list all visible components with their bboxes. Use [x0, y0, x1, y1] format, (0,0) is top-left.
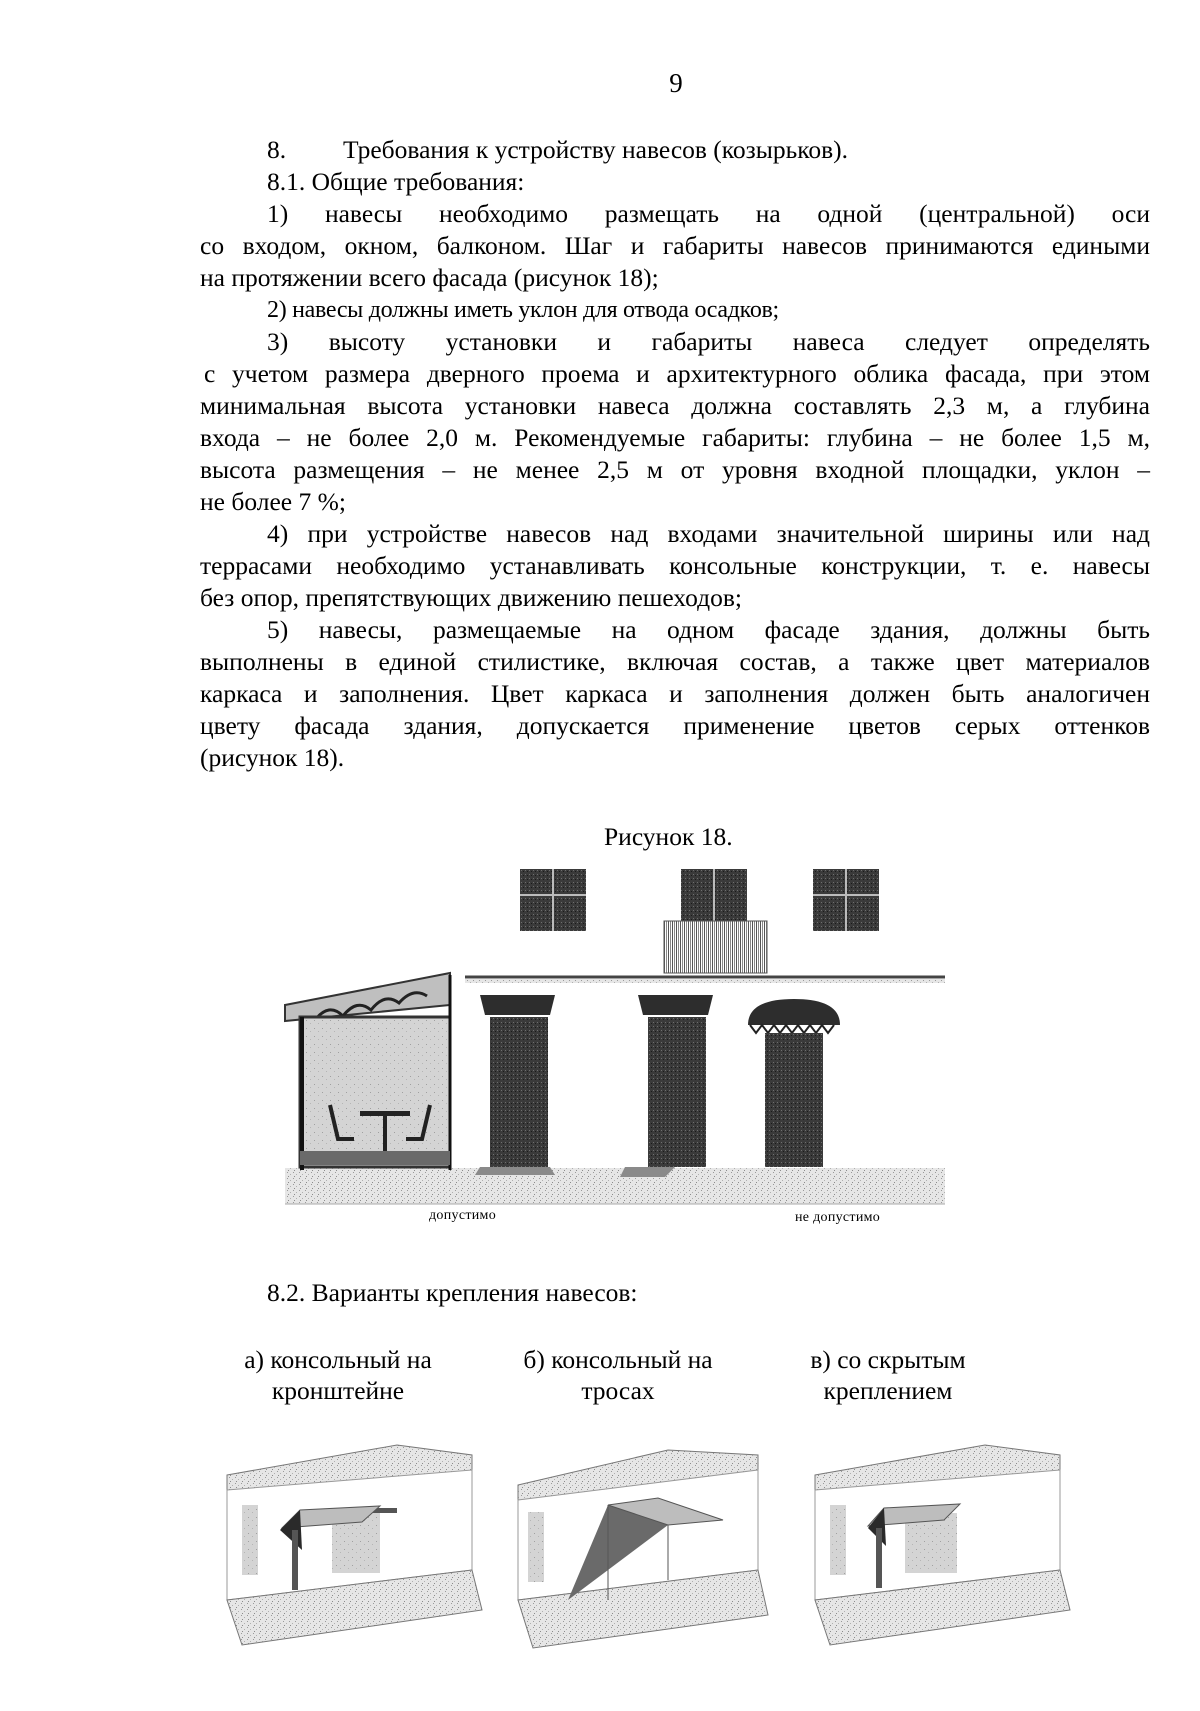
variant-c-illustration [810, 1410, 1075, 1650]
body-line: 5) навесы, размещаемые на одном фасаде здания, должны быть [267, 615, 1150, 644]
body-line: высота размещения – не менее 2,5 м от уровня входной площадки, уклон – [200, 455, 1150, 484]
body-line: без опор, препятствующих движению пешеходов; [200, 583, 742, 612]
variant-c-line2: креплением [823, 1376, 953, 1405]
section-heading-number: 8. [267, 135, 287, 164]
body-line: 1) навесы необходимо размещать на одной (центральной) оси [267, 199, 1150, 228]
facade-illustration [280, 865, 950, 1205]
body-line: входа – не более 2,0 м. Рекомендуемые габариты: глубина – не более 1,5 м, [200, 423, 1150, 452]
body-line: 4) при устройстве навесов над входами значительной ширины или над [267, 519, 1150, 548]
variant-c-title [788, 1344, 988, 1406]
body-line: выполнены в единой стилистике, включая состав, а также цвет материалов [200, 647, 1150, 676]
body-line: террасами необходимо устанавливать консольные конструкции, т. е. навесы [200, 551, 1150, 580]
upper-window-right [813, 869, 879, 931]
terrace-awning [285, 973, 450, 1170]
balcony-railing [664, 921, 767, 973]
variant-c-line1: в) со скрытым [810, 1345, 966, 1374]
body-line: с учетом размера дверного проема и архитектурного облика фасада, при этом [204, 359, 1150, 388]
variant-b-line1: б) консольный на [523, 1345, 713, 1374]
figure-caption: Рисунок 18. [604, 822, 733, 851]
label-not-allowed: не допустимо [795, 1210, 881, 1225]
variant-a-line2: кронштейне [271, 1376, 405, 1405]
page-number: 9 [669, 68, 683, 98]
label-allowed: допустимо [429, 1208, 496, 1223]
variant-b-line2: тросах [581, 1376, 655, 1405]
variant-a-illustration [222, 1410, 487, 1650]
body-line: каркаса и заполнения. Цвет каркаса и заполнения должен быть аналогичен [200, 679, 1150, 708]
variant-a-title [220, 1344, 456, 1406]
body-line: цвету фасада здания, допускается применение цветов серых оттенков [200, 711, 1150, 740]
door-with-awning-1 [475, 995, 555, 1175]
body-line: на протяжении всего фасада (рисунок 18); [200, 263, 659, 292]
section-heading-title: Требования к устройству навесов (козырьков). [343, 135, 848, 164]
body-line: минимальная высота установки навеса должна составлять 2,3 м, а глубина [200, 391, 1150, 420]
door-with-dome-awning [748, 999, 840, 1167]
upper-window-left [520, 869, 586, 931]
door-with-awning-2 [620, 995, 713, 1177]
body-line: 2) навесы должны иметь уклон для отвода осадков; [267, 297, 779, 323]
body-line: (рисунок 18). [200, 743, 345, 772]
body-line: не более 7 %; [200, 487, 346, 516]
body-line: со входом, окном, балконом. Шаг и габариты навесов принимаются едиными [200, 231, 1150, 260]
subsection-heading-8-2: 8.2. Варианты крепления навесов: [267, 1278, 638, 1307]
upper-window-center [681, 869, 747, 921]
body-line: 3) высоту установки и габариты навеса следует определять [267, 327, 1150, 356]
variant-b-illustration [508, 1410, 773, 1650]
variant-b-title [498, 1344, 738, 1406]
subsection-heading: 8.1. Общие требования: [267, 167, 525, 196]
variant-a-line1: а) консольный на [244, 1345, 432, 1374]
